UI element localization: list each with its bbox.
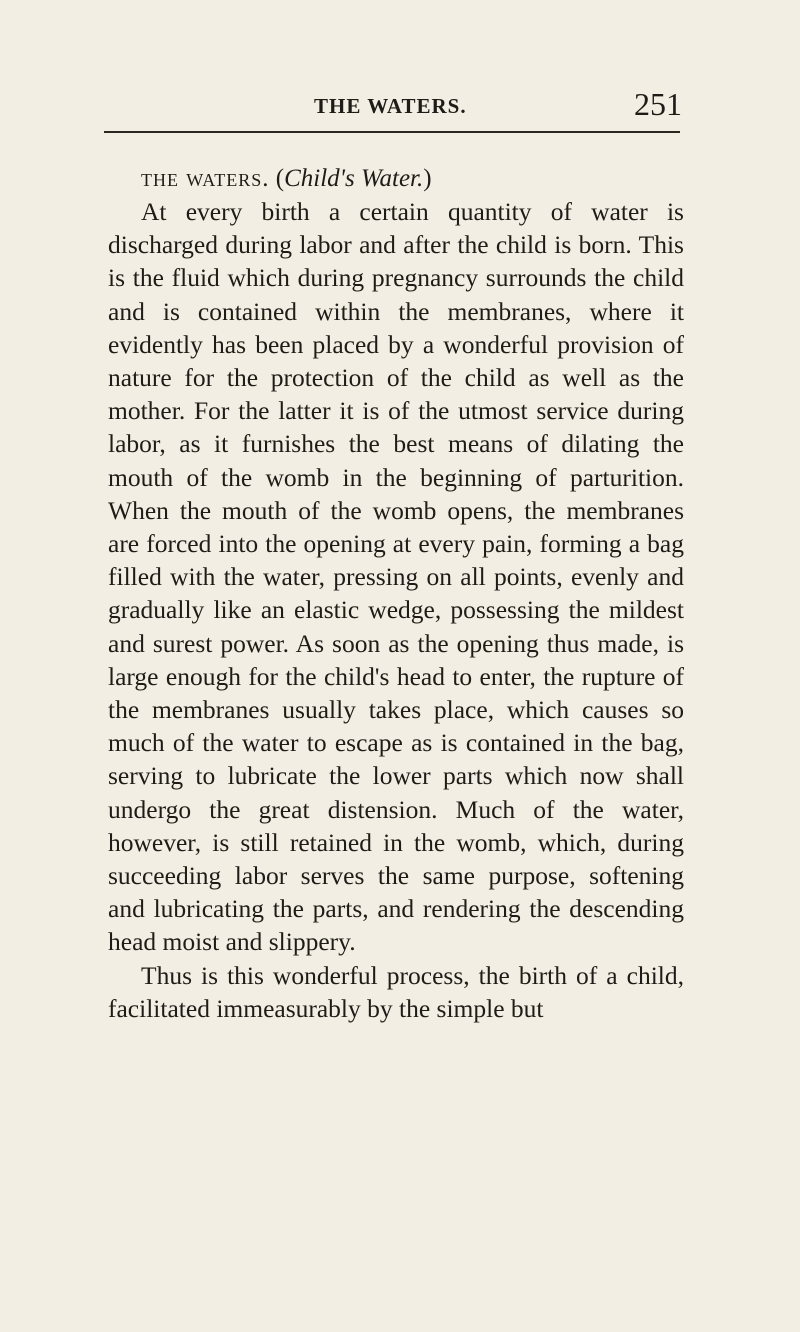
running-title: THE WATERS. — [314, 94, 467, 118]
paragraph: Thus is this wonderful process, the birth of a child, facilitated immeasurably by the simple but — [108, 960, 684, 1023]
page-number: 251 — [634, 86, 682, 122]
section-heading-paren-open: ( — [275, 165, 285, 192]
running-header — [100, 86, 682, 126]
paragraph: At every birth a certain quantity of water is discharged during labor and after the child is born. This is the fluid which during pregnancy surrounds the child and is contained within the membranes, where it evidently has been placed by a wonderful provision of nature for the protection of the child as well as the mother. For the latter it is of the utmost service during labor, as it furnishes the best means of dilating the mouth of the womb in the beginning of parturition. When the mouth of the womb opens, the membranes are forced into the opening at every pain, forming a bag filled with the water, pressing on all points, evenly and gradually like an elastic wedge, possessing the mildest and surest power. As soon as the opening thus made, is large enough for the child's head to enter, the rupture of the membranes usually takes place, which causes so much of the water to escape as is contained in the bag, serving to lubricate the lower parts which now shall undergo the great distension. Much of the water, however, is still retained in the womb, which, during succeeding labor serves the same purpose, softening and lubricating the parts, and rendering the descending head moist and slippery. — [108, 197, 684, 957]
section-heading-paren-close: ) — [423, 165, 432, 192]
section-heading-title: the waters. — [141, 165, 270, 192]
header-rule — [104, 131, 680, 133]
section-heading-subtitle: Child's Water. — [284, 165, 424, 192]
section-heading — [108, 162, 684, 195]
body-text — [108, 162, 684, 1025]
